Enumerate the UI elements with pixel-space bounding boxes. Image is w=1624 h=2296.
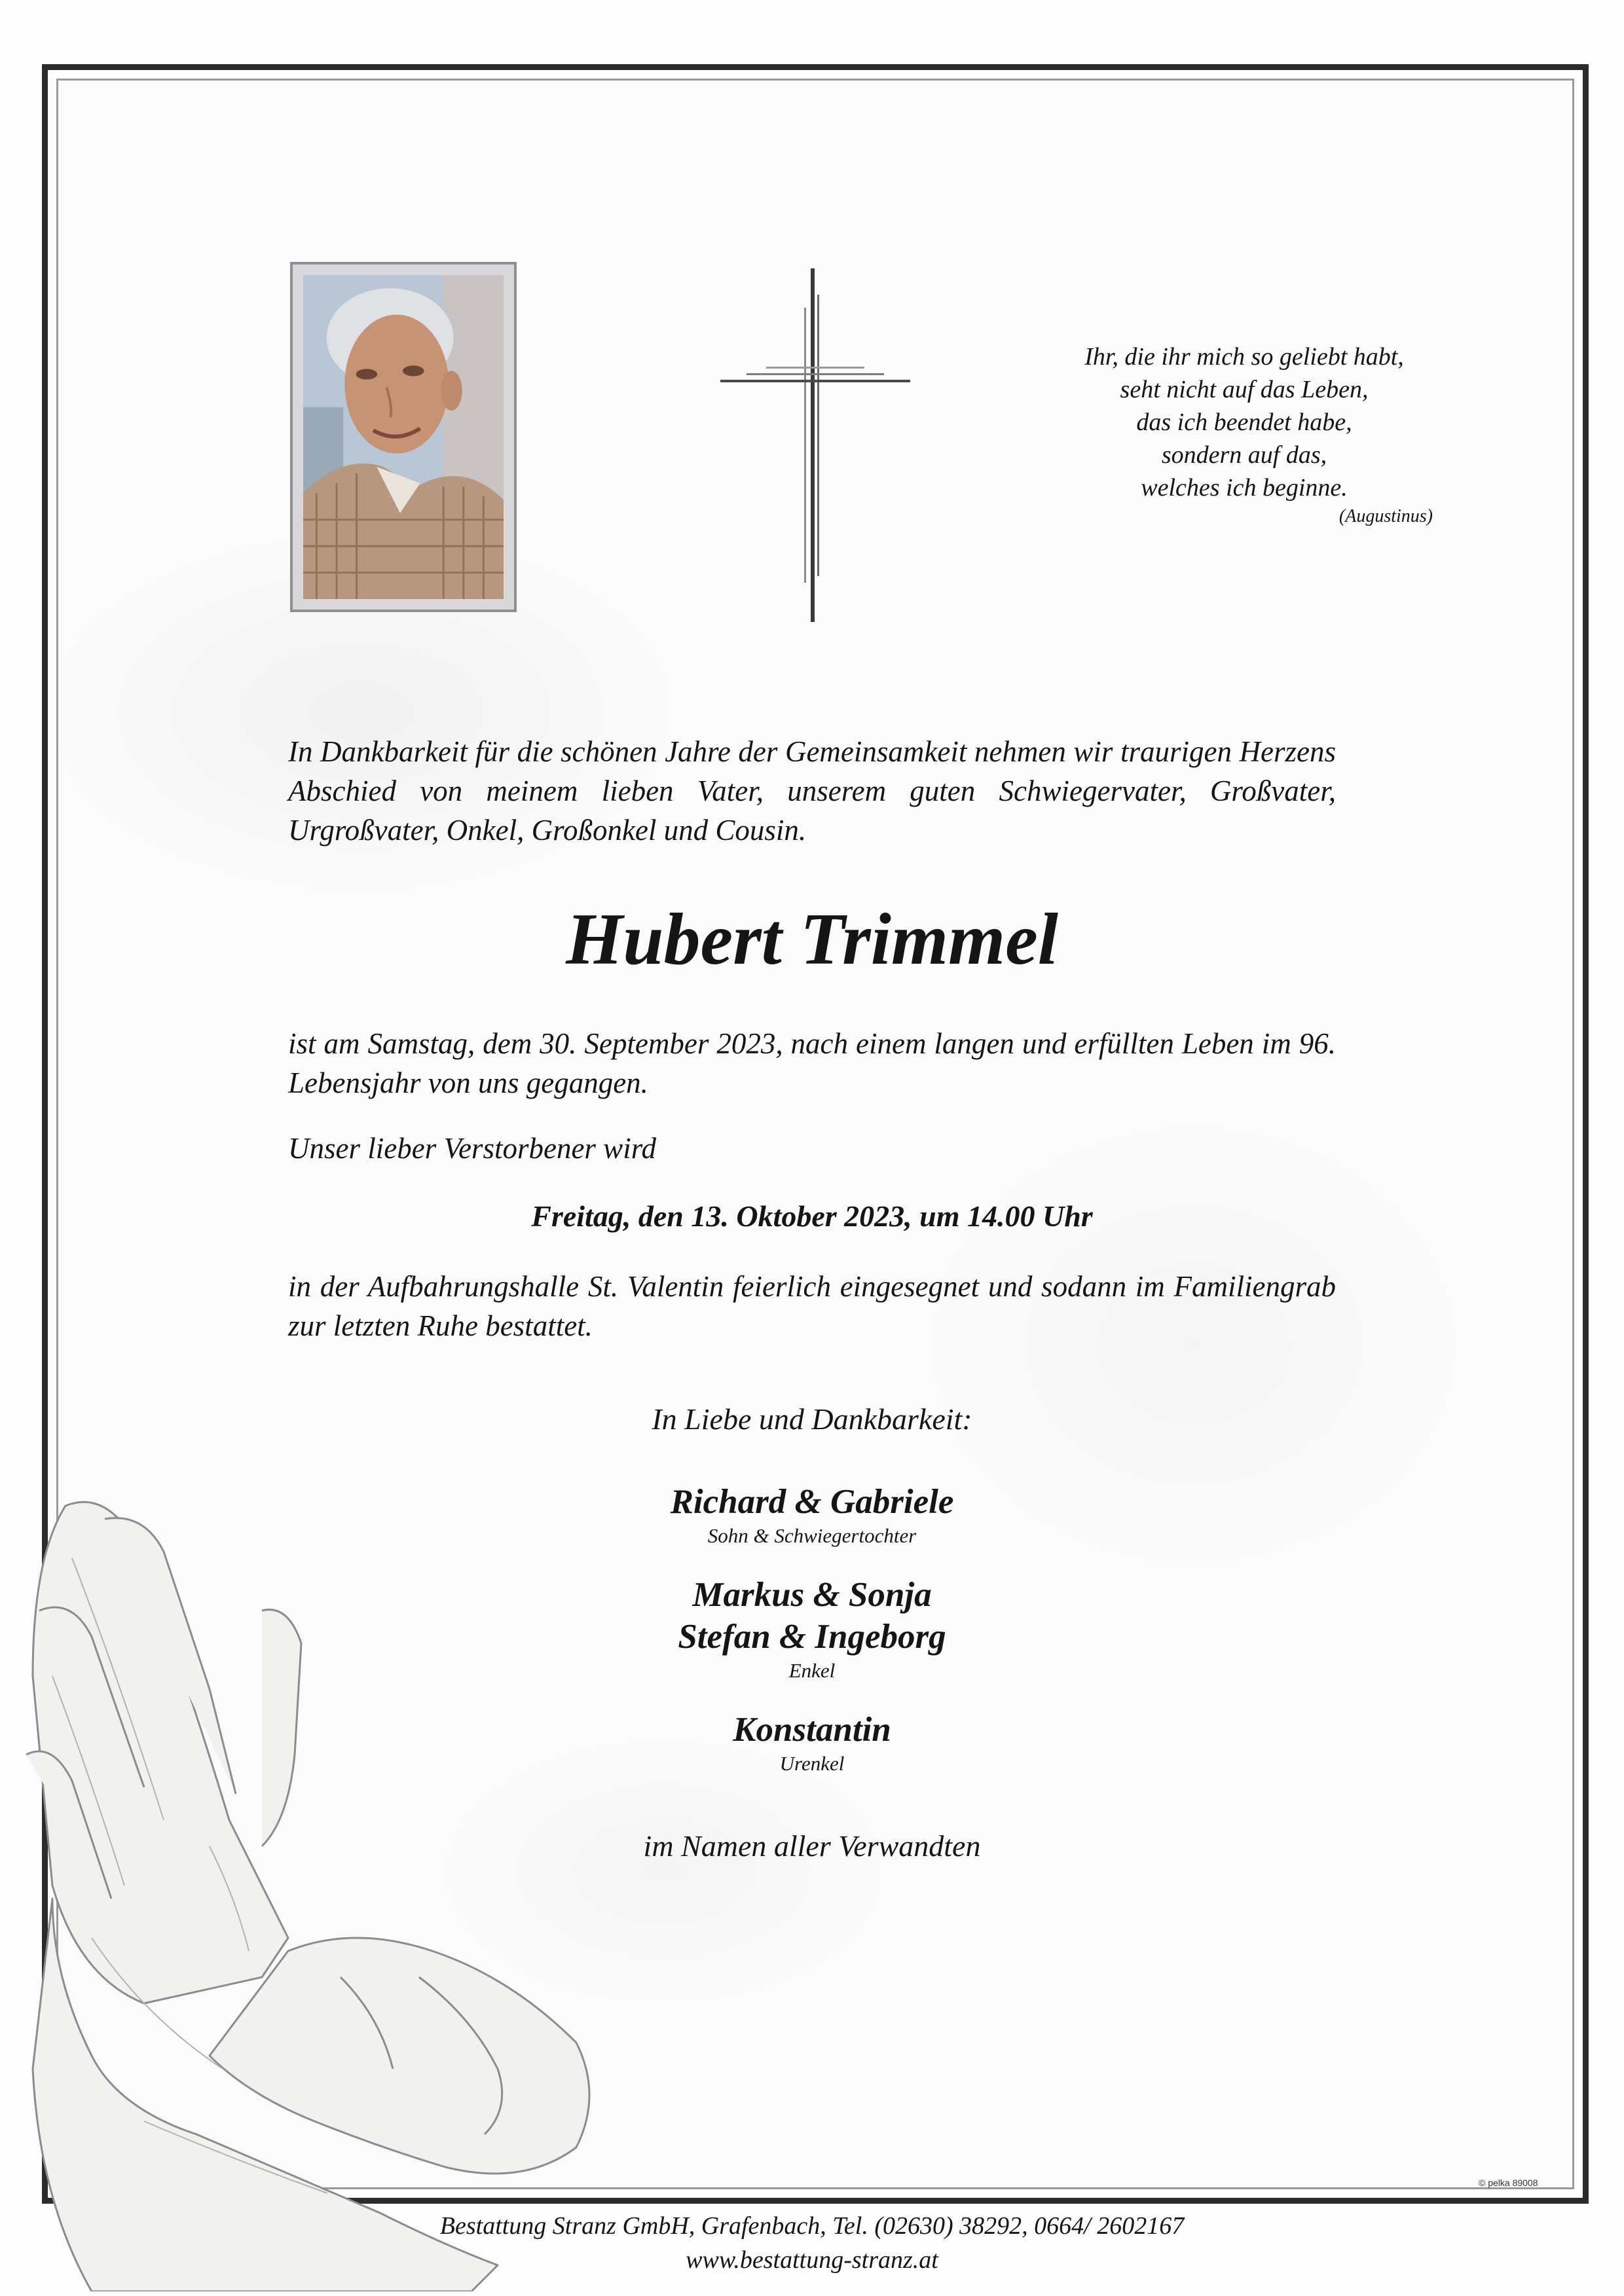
cross-icon [720,268,910,622]
final-line: im Namen aller Verwandten [643,1829,981,1863]
quote-line: das ich beendet habe, [1136,409,1352,436]
quote-line: Ihr, die ihr mich so geliebt habt, [1084,343,1404,371]
deceased-name: Hubert Trimmel [566,899,1058,980]
mourner-names: Konstantin [733,1711,891,1749]
ceremony-text: in der Aufbahrungshalle St. Valentin feierlich eingesegnet und sodann im Familiengrab zur letzten Ruhe bestattet. [288,1270,1336,1342]
mourner-names: Richard & Gabriele [670,1483,954,1521]
footer [0,2209,1624,2277]
quote-line: sondern auf das, [1161,441,1327,469]
quote-source: (Augustinus) [1338,506,1433,526]
mourner-role: Enkel [788,1659,836,1682]
mourner-role: Urenkel [779,1752,845,1775]
death-text: ist am Samstag, dem 30. September 2023, nach einem langen und erfüllten Leben im 96. Lebensjahr von uns gegangen. [288,1027,1336,1099]
mourner-names: Stefan & Ingeborg [678,1618,946,1656]
footer-company: Bestattung Stranz GmbH, Grafenbach, Tel. (02630) 38292, 0664/ 2602167 [439,2212,1185,2240]
closing-text: In Liebe und Dankbarkeit: [652,1402,972,1436]
mourner-names: Markus & Sonja [692,1576,932,1614]
portrait-photo [303,275,504,599]
ceremony-datetime: Freitag, den 13. Oktober 2023, um 14.00 Uhr [531,1199,1093,1233]
lead-in-text: Unser lieber Verstorbener wird [288,1132,657,1165]
footer-website[interactable]: www.bestattung-stranz.at [686,2246,938,2274]
praying-hands-icon [13,1480,616,2291]
portrait-frame [290,262,517,612]
mourner-role: Sohn & Schwiegertochter [707,1524,917,1547]
poem-quote [1022,340,1467,529]
intro-text: In Dankbarkeit für die schönen Jahre der Gemeinsamkeit nehmen wir traurigen Herzens Abschied von meinem lieben Vater, unserem guten Schwiegervater, Großvater, Urgroßvater, Onkel, Großonkel und Cousin. [288,735,1336,847]
quote-line: seht nicht auf das Leben, [1120,376,1369,403]
publisher-mark: © pelka 89008 [1479,2178,1538,2188]
quote-line: welches ich beginne. [1141,474,1348,501]
